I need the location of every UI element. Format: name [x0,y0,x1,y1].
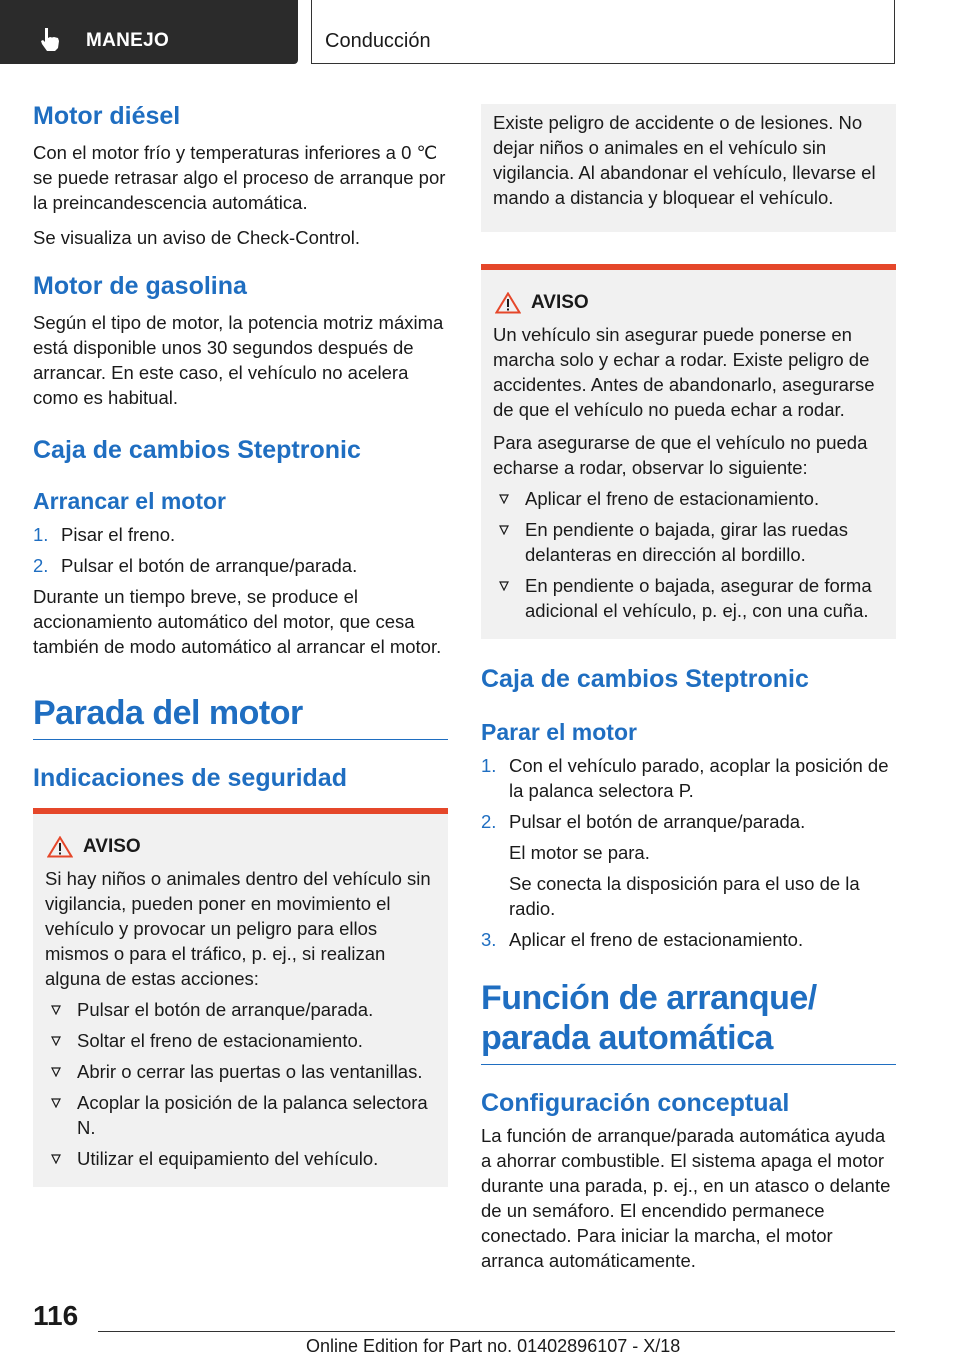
warning-box-continued [481,104,896,232]
stop-steps [481,753,896,952]
gasoline-paragraph: Según el tipo de motor, la potencia motriz máxima está disponible unos 30 segundos después de arrancar. En este caso, el vehículo no acelera como es habitual. [33,312,444,408]
stop-engine-subheading: Parar el motor [481,719,637,745]
right-column [481,104,896,1273]
warning2-bullets [487,486,890,623]
bullet-triangle-icon [499,494,509,504]
list-item: En pendiente o bajada, girar las ruedas delanteras en dirección al bordillo. [487,517,890,567]
gasoline-heading: Motor de gasolina [33,272,247,300]
concept-heading: Configuración conceptual [481,1089,790,1117]
warning-label: AVISO [531,292,589,313]
list-item: Pulsar el botón de arranque/parada. [39,997,442,1022]
autostart-heading: Función de arranque/ parada automática [481,979,817,1057]
diesel-paragraph: Con el motor frío y temperaturas inferiores a 0 ℃ se puede retrasar algo el proceso de arranque por la preincandescencia automática. [33,142,446,213]
list-item: 3. Aplicar el freno de estacionamiento. [481,929,804,950]
start-engine-subheading: Arrancar el motor [33,488,227,514]
check-control-paragraph: Se visualiza un aviso de Check-Control. [33,227,360,248]
bullet-triangle-icon [51,1154,61,1164]
bullet-triangle-icon [51,1005,61,1015]
safety-heading: Indicaciones de seguridad [33,764,347,792]
diesel-heading: Motor diésel [33,102,181,130]
chapter-name: Conducción [325,30,431,52]
bullet-triangle-icon [51,1098,61,1108]
warning-box-2 [481,264,896,639]
bullet-triangle-icon [499,581,509,591]
concept-paragraph: La función de arranque/parada automática ayuda a ahorrar combustible. El sistema apaga el motor durante una parada, p. ej., en un atasco o delante de un semáforo. El encendido permanece conectado. Para iniciar la marcha, el motor arranca automáticamente. [481,1125,891,1271]
step-note: Se conecta la disposición para el uso de la radio. [509,873,860,919]
list-item: En pendiente o bajada, asegurar de forma adicional el vehículo, p. ej., con una cuña. [487,573,890,623]
list-item: Utilizar el equipamiento del vehículo. [39,1146,442,1171]
footer-divider [98,1331,895,1332]
list-item: 2. Pulsar el botón de arranque/parada. El motor se para. Se conecta la disposición para el uso de la radio. [481,809,896,921]
warning-text: Si hay niños o animales dentro del vehículo sin vigilancia, pueden poner en movimiento el vehículo y provocar un peligro para ellos mismos o para el tráfico, p. ej., si realizan alguna de estas acciones: [45,868,431,989]
warning-continued-text: Existe peligro de accidente o de lesiones. No dejar niños o animales en el vehículo sin vigilancia. Al abandonar el vehículo, llevarse el mando a distancia y bloquear el vehículo. [493,112,876,208]
step-note: El motor se para. [509,842,650,863]
list-item: 1. Pisar el freno. [33,524,176,545]
warning-triangle-icon [495,292,521,314]
section-name: MANEJO [86,30,170,51]
start-paragraph: Durante un tiempo breve, se produce el accionamiento automático del motor, que cesa también de modo automático al arrancar el motor. [33,586,442,657]
bullet-triangle-icon [51,1067,61,1077]
steptronic-heading: Caja de cambios Steptronic [33,436,361,464]
list-item: Soltar el freno de estacionamiento. [39,1028,442,1053]
list-item: 1. Con el vehículo parado, acoplar la posición de la palanca selectora P. [481,755,889,801]
warning-triangle-icon [47,836,73,858]
warning-box [33,808,448,1187]
start-steps [33,522,448,578]
footer-edition: Online Edition for Part no. 01402896107 - X/18 [306,1336,681,1356]
warning2-instructions: Para asegurarse de que el vehículo no pueda echarse a rodar, observar lo siguiente: [493,432,868,478]
list-item: Acoplar la posición de la palanca selectora N. [39,1090,442,1140]
warning-bullets [39,997,442,1171]
page-number: 116 [33,1300,79,1331]
warning2-text: Un vehículo sin asegurar puede ponerse en marcha solo y echar a rodar. Existe peligro de accidentes. Antes de abandonarlo, asegurarse de que el vehículo no pueda echar a rodar. [493,324,875,420]
bullet-triangle-icon [499,525,509,535]
list-item: Aplicar el freno de estacionamiento. [487,486,890,511]
bullet-triangle-icon [51,1036,61,1046]
left-column [33,100,448,1187]
list-item: Abrir o cerrar las puertas o las ventanillas. [39,1059,442,1084]
list-item: 2. Pulsar el botón de arranque/parada. [33,555,358,576]
steptronic-heading-2: Caja de cambios Steptronic [481,665,809,693]
stop-engine-heading: Parada del motor [33,694,303,732]
hand-pointer-icon [38,26,64,52]
warning-label: AVISO [83,836,141,857]
